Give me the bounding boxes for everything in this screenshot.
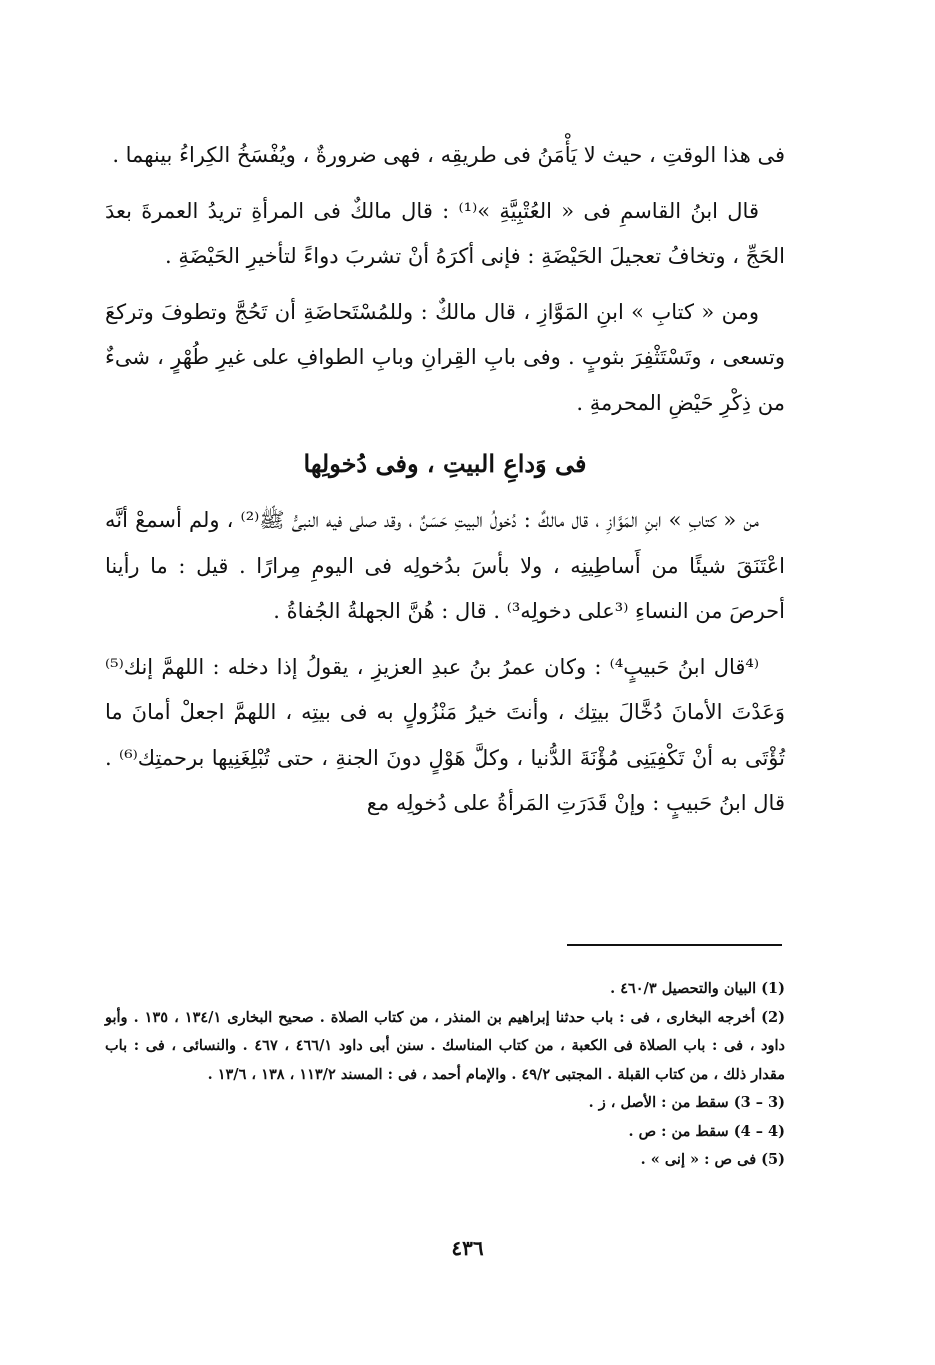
paragraph-5: ⁽⁴قال ابنُ حَبيبٍ⁴⁾ : وكان عمرُ بنُ عبدِ العزيزِ ، يقولُ إذا دخله : اللهمَّ إنك⁽⁵⁾ وَعَدْتَ الأمانَ دُخَّالَ بيتِك ، وأنتَ خيرُ مَنْزُولٍ به فى بيتِه ، اللهمَّ اجعلْ أمانَ ما تُؤْتَى به أنْ تَكْفِيَنِى مُؤْنَةَ الدُّنيا ، وكلَّ هَوْلٍ دونَ الجنةِ ، حتى تُبْلِغَنِيها برحمتِك⁽⁶⁾ . قال ابنُ حَبيبٍ : وإنْ قَدَرَتِ المَرأةُ على دُخولِه مع <box>105 654 786 815</box>
paragraph-3: ومن « كتابِ » ابنِ المَوَّازِ ، قال مالكٌ : وللمُسْتَحاضَةِ أن تَحُجَّ وتطوفَ وتركعَ وتسعى ، وتَسْتَثْفِرَ بثوبٍ . وفى بابِ القِرانِ وبابِ الطوافِ على غيرِ طُهْرٍ ، شىءٌ من ذِكْرِ حَيْضِ المحرمةِ . <box>105 299 785 415</box>
page-number: ٤٣٦ <box>451 1236 484 1260</box>
footnote-3: (3 – 3) سقط من : الأصل ، ز . <box>588 1094 785 1111</box>
footnotes <box>105 975 785 1175</box>
footnote-1: (1) البيان والتحصيل ٤٦٠/٣ . <box>610 980 785 997</box>
main-text <box>105 133 785 837</box>
paragraph-4: من « كتابِ » ابنِ المَوَّازِ ، قال مالكٌ : دُخولُ البيتِ حَسَنٌ ، وقد صلى فيه النبىُّ ﷺ⁽²⁾ ، ولم أسمعْ أنَّه اعْتَنَقَ شيئًا من أَساطِينِه ، ولا بأسَ بدُخولِه فى اليومِ مِرارًا . قيل : ما رأينا أحرصَ من النساءِ ⁽³على دخولِه³⁾ . قال : هُنَّ الجهلةُ الجُفاةُ . <box>105 508 785 623</box>
footnote-divider <box>567 944 782 946</box>
footnote-5: (5) فى ص : « إنى » . <box>640 1151 785 1168</box>
paragraph-1: فى هذا الوقتِ ، حيث لا يَأْمَنُ فى طريقِه ، فهى ضرورةٌ ، ويُفْسَخُ الكِراءُ بينهما . <box>112 143 785 167</box>
section-heading: فى وَداعِ البيتِ ، وفى دُخولِها <box>303 449 587 478</box>
paragraph-2: قال ابنُ القاسمِ فى « العُتْبِيَّةِ »⁽¹⁾ : قال مالكٌ فى المرأةِ تريدُ العمرةَ بعدَ الحَجِّ ، وتخافُ تعجيلَ الحَيْضَةِ : فإنى أكرَهُ أنْ تشربَ دواءً لتأخيرِ الحَيْضَةِ . <box>105 198 785 268</box>
footnote-2: (2) أخرجه البخارى ، فى : باب حدثنا إبراهيم بن المنذر ، من كتاب الصلاة . صحيح البخارى ١٣٤/١ ، ١٣٥ . وأبو داود ، فى : باب الصلاة فى الكعبة ، من كتاب المناسك . سنن أبى داود ٤٦٦/١ ، ٤٦٧ . والنسائى ، فى : باب مقدار ذلك ، من كتاب القبلة . المجتبى ٤٩/٢ . والإمام أحمد ، فى : المسند ١١٣/٢ ، ١٣٨ ، ١٣/٦ . <box>105 1008 786 1083</box>
footnote-4: (4 – 4) سقط من : ص . <box>628 1122 785 1140</box>
